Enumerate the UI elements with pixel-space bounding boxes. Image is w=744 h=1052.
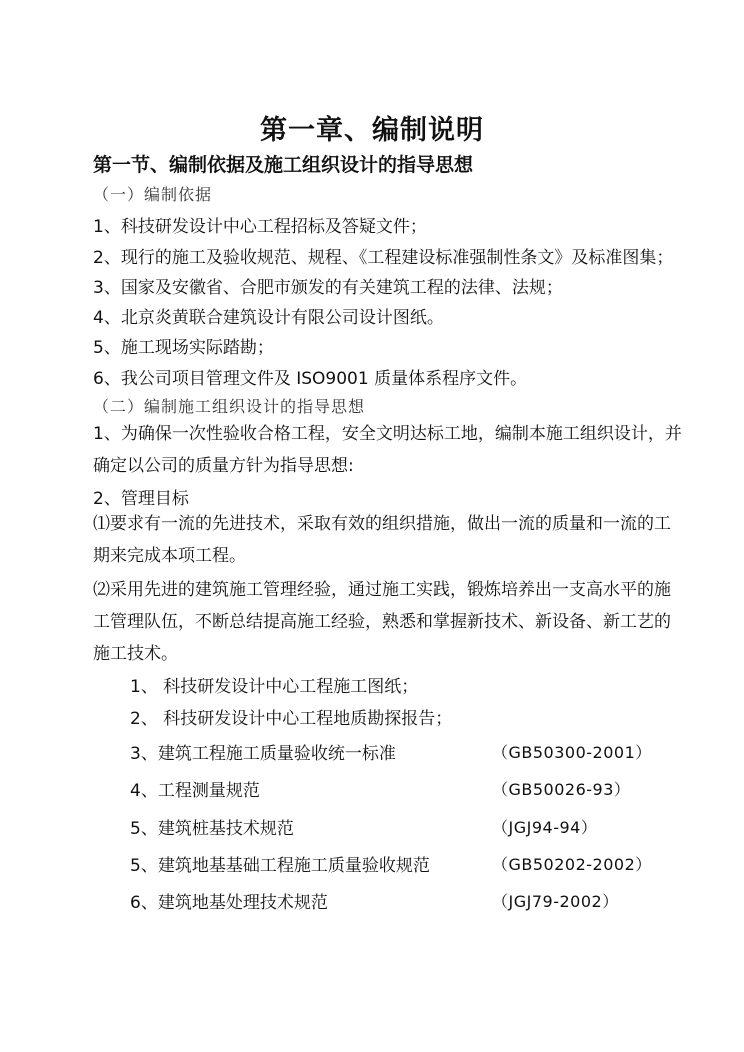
goal-paragraph-1: ⑴要求有一流的先进技术，采取有效的组织措施，做出一流的质量和一流的工期来完成本项工程。 — [93, 514, 671, 566]
standard-name: 5、建筑地基基础工程施工质量验收规范 — [130, 856, 430, 876]
standard-name: 6、建筑地基处理技术规范 — [130, 893, 328, 913]
subsection-guiding: （二）编制施工组织设计的指导思想 — [93, 397, 366, 416]
standard-name: 4、工程测量规范 — [130, 781, 260, 801]
basis-item: 2、现行的施工及验收规范、规程、《工程建设标准强制性条文》及标准图集； — [93, 248, 674, 268]
guiding-paragraph: 1、为确保一次性验收合格工程，安全文明达标工地，编制本施工组织设计，并确定以公司的质量方针为指导思想: — [93, 424, 682, 476]
standard-code: （GB50300-2001） — [492, 743, 652, 762]
subsection-basis: （一）编制依据 — [93, 185, 213, 204]
standard-code: （JGJ79-2002） — [492, 892, 619, 911]
basis-item: 1、科技研发设计中心工程招标及答疑文件； — [93, 217, 427, 237]
standard-name: 5、建筑桩基技术规范 — [130, 819, 294, 839]
goal-paragraph-2: ⑵采用先进的建筑施工管理经验，通过施工实践，锻炼培养出一支高水平的施工管理队伍，不断总结提高施工经验，熟悉和掌握新技术、新设备、新工艺的施工技术。 — [93, 580, 671, 664]
standard-code: （JGJ94-94） — [492, 818, 598, 837]
management-heading: 2、管理目标 — [93, 489, 189, 509]
standard-code: （GB50026-93） — [492, 780, 631, 799]
basis-item: 5、施工现场实际踏勘； — [93, 338, 274, 358]
doc-item: 2、 科技研发设计中心工程地质勘探报告； — [130, 709, 453, 729]
basis-item: 3、国家及安徽省、合肥市颁发的有关建筑工程的法律、法规； — [93, 278, 563, 298]
standard-code: （GB50202-2002） — [492, 855, 652, 874]
section-title: 第一节、编制依据及施工组织设计的指导思想 — [93, 154, 474, 176]
basis-item: 4、北京炎黄联合建筑设计有限公司设计图纸。 — [93, 308, 444, 328]
basis-item: 6、我公司项目管理文件及 ISO9001 质量体系程序文件。 — [93, 369, 528, 389]
standard-name: 3、建筑工程施工质量验收统一标准 — [130, 744, 396, 764]
doc-item: 1、 科技研发设计中心工程施工图纸； — [130, 677, 419, 697]
chapter-title: 第一章、编制说明 — [260, 115, 484, 146]
